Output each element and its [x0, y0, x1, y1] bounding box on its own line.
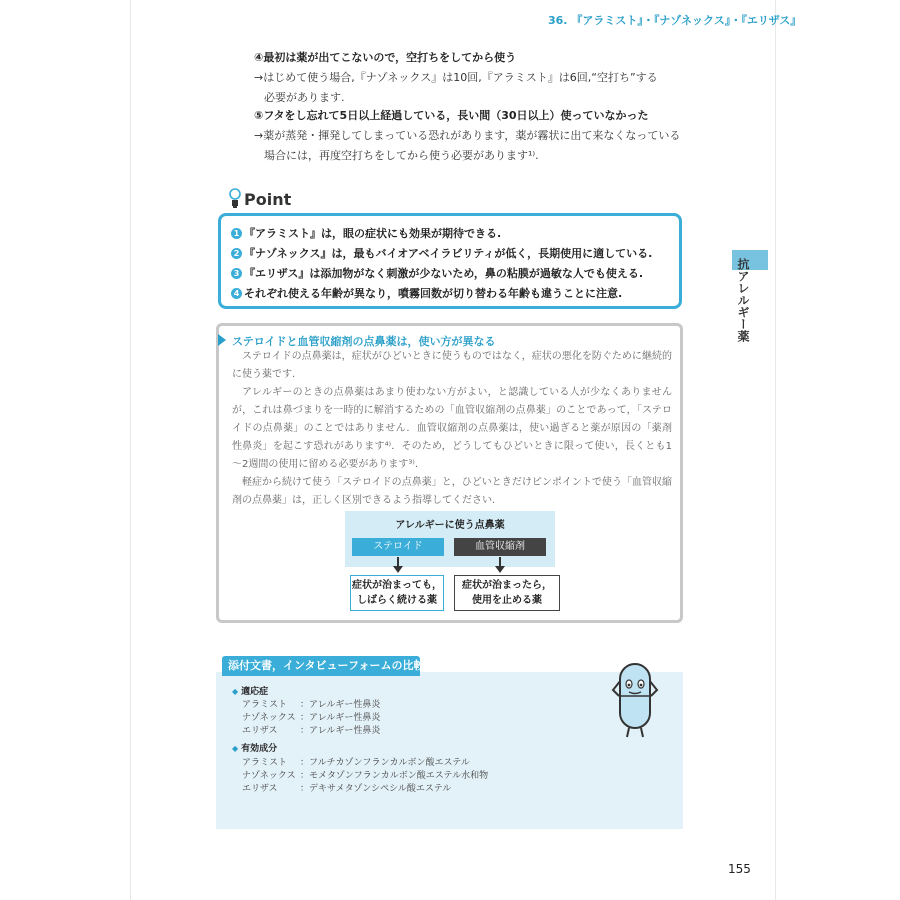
comparison-tab: 添付文書，インタビューフォームの比較 — [222, 656, 420, 676]
capsule-mascot-icon — [607, 660, 663, 740]
running-header — [548, 12, 801, 28]
section-5-line-2: 場合には，再度空打ちをしてから使う必要があります¹⁾. — [264, 149, 539, 162]
drug-name: ナゾネックス — [242, 771, 296, 781]
point-number-badge: 1 — [231, 228, 242, 239]
drug-name: エリザス — [242, 726, 278, 736]
diagram-result-line: 使用を止める薬 — [472, 595, 542, 606]
diagram-result-vasoconstrictor — [454, 575, 560, 611]
column-body — [232, 348, 672, 510]
point-item — [231, 284, 669, 304]
column-paragraph: ステロイドの点鼻薬は，症状がひどいときに使うものではなく，症状の悪化を防ぐために継続的に使う薬です. — [232, 351, 672, 380]
section-5 — [254, 106, 694, 166]
drug-name: アラミスト — [242, 758, 288, 768]
section-5-line-1: →薬が蒸発・揮発してしまっている恐れがあります，薬が霧状に出て来なくなっている — [254, 129, 681, 142]
column-paragraph: 軽症から続けて使う「ステロイドの点鼻薬」と，ひどいときだけピンポイントで使う「血管収縮剤の点鼻薬」は，正しく区別できるよう指導してください. — [232, 477, 672, 506]
diagram-result-line: しばらく続ける薬 — [357, 595, 437, 606]
chapter-number: 36. — [548, 14, 568, 27]
point-item — [231, 244, 669, 264]
drug-name: アラミスト — [242, 700, 288, 710]
lightbulb-icon — [228, 188, 242, 210]
column-arrow-icon — [218, 334, 226, 346]
section-4-line-1: →はじめて使う場合,『ナゾネックス』は10回,『アラミスト』は6回,“空打ち”する — [254, 71, 658, 84]
point-box — [218, 213, 682, 309]
ingredient-row — [242, 755, 470, 768]
arrow-down-icon — [495, 566, 505, 573]
section-4-line-2: 必要があります. — [264, 91, 345, 104]
point-number-badge: 2 — [231, 248, 242, 259]
drug-value: ：デキサメタゾンシペシル酸エステル — [300, 784, 452, 794]
point-item-text: 『ナゾネックス』は，最もバイオアベイラビリティが低く，長期使用に適している. — [244, 247, 653, 260]
section-5-heading: ⑤フタをし忘れて5日以上経過している，長い間（30日以上）使っていなかった — [254, 109, 649, 122]
point-item — [231, 264, 669, 284]
drug-name: エリザス — [242, 784, 278, 794]
side-tab-label: 抗アレルギー薬 — [736, 258, 750, 342]
indication-row — [242, 723, 380, 736]
point-item-text: それぞれ使える年齢が異なり，噴霧回数が切り替わる年齢も違うことに注意. — [244, 287, 623, 300]
indication-heading: ◆ 適応症 — [232, 684, 268, 697]
point-item — [231, 224, 669, 244]
column-title: ステロイドと血管収縮剤の点鼻薬は，使い方が異なる — [232, 335, 496, 348]
diagram-result-line: 症状が治まったら， — [462, 580, 552, 591]
ingredient-row — [242, 768, 488, 781]
drug-value: ：アレルギー性鼻炎 — [300, 700, 381, 710]
diagram-label-steroid: ステロイド — [352, 538, 444, 556]
drug-name: ナゾネックス — [242, 713, 296, 723]
drug-value: ：フルチカゾンフランカルボン酸エステル — [300, 758, 470, 768]
drug-value: ：アレルギー性鼻炎 — [300, 726, 381, 736]
chapter-title: 『アラミスト』・『ナゾネックス』・『エリザス』 — [571, 14, 802, 27]
point-title: Point — [244, 190, 292, 209]
ingredient-row — [242, 781, 451, 794]
section-4-heading: ④最初は薬が出てこないので，空打ちをしてから使う — [254, 51, 517, 64]
arrow-down-icon — [393, 566, 403, 573]
diagram-label-vasoconstrictor: 血管収縮剤 — [454, 538, 546, 556]
section-4 — [254, 48, 694, 108]
drug-value: ：アレルギー性鼻炎 — [300, 713, 381, 723]
point-item-text: 『アラミスト』は，眼の症状にも効果が期待できる. — [244, 227, 502, 240]
diagram-title: アレルギーに使う点鼻薬 — [395, 520, 505, 531]
column-paragraph: アレルギーのときの点鼻薬はあまり使わない方がよい，と認識している人が少なくありませんが，これは鼻づまりを一時的に解消するための「血管収縮剤の点鼻薬」のことであって，「ステロイドの点鼻薬」のことではありません．血管収縮剤の点鼻薬は，使い過ぎると薬が原因の「薬剤性鼻炎」を起こす恐れがあります⁴⁾．そのため，どうしてもひどいときに限って使い，長くとも1～2週間の使用に留める必要があります³⁾. — [232, 387, 672, 470]
indication-row — [242, 697, 380, 710]
drug-value: ：モメタゾンフランカルボン酸エステル水和物 — [300, 771, 489, 781]
diagram-result-steroid — [350, 575, 444, 611]
page-number: 155 — [728, 862, 751, 876]
point-item-text: 『エリザス』は添加物がなく刺激が少ないため，鼻の粘膜が過敏な人でも使える. — [244, 267, 644, 280]
point-number-badge: 3 — [231, 268, 242, 279]
ingredient-heading: ◆ 有効成分 — [232, 741, 277, 754]
indication-row — [242, 710, 380, 723]
diagram-result-line: 症状が治まっても， — [352, 580, 442, 591]
point-number-badge: 4 — [231, 288, 242, 299]
